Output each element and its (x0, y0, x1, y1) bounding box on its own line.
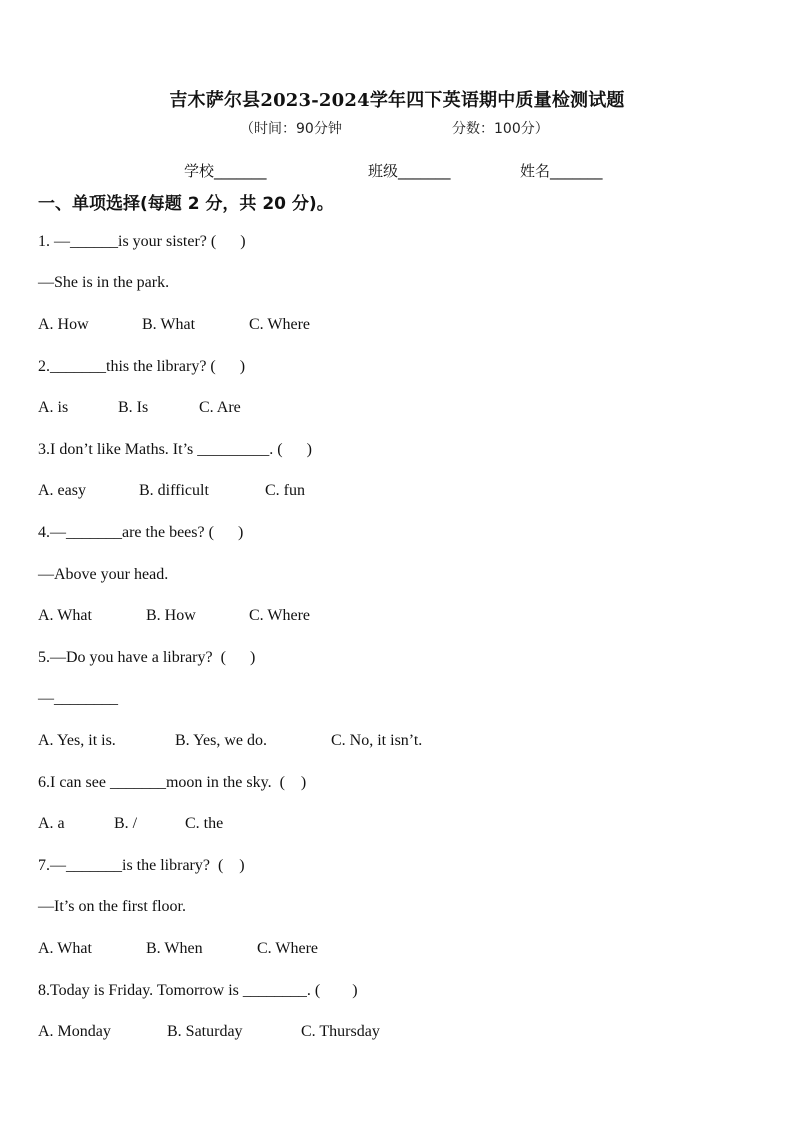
question-8-option-b: B. Saturday (167, 1023, 243, 1040)
name-field: 姓名_______ (520, 162, 603, 180)
question-8-option-a: A. Monday (38, 1023, 111, 1040)
exam-time: （时间：90分钟 (240, 121, 342, 137)
question-2-stem: 2._______this the library? ( ) (38, 358, 246, 375)
school-field: 学校_______ (184, 162, 267, 180)
question-4-answer: —Above your head. (38, 566, 169, 583)
question-3-option-a: A. easy (38, 482, 86, 499)
question-5-option-a: A. Yes, it is. (38, 732, 116, 749)
question-5-stem: 5.—Do you have a library? ( ) (38, 649, 256, 666)
question-8-option-c: C. Thursday (301, 1023, 380, 1040)
question-3-option-c: C. fun (265, 482, 305, 499)
question-5-option-c: C. No, it isn’t. (331, 732, 423, 749)
question-6-option-b: B. / (114, 815, 138, 832)
question-1-option-a: A. How (38, 316, 89, 333)
question-2-option-b: B. Is (118, 399, 149, 416)
question-8-stem: 8.Today is Friday. Tomorrow is ________. ( ) (38, 982, 358, 999)
question-4-option-b: B. How (146, 607, 196, 624)
question-7-option-c: C. Where (257, 940, 319, 957)
question-7-stem: 7.—_______is the library? ( ) (38, 857, 245, 874)
question-7-option-a: A. What (38, 940, 92, 957)
question-1-stem: 1. —______is your sister? ( ) (38, 233, 246, 250)
question-4-option-c: C. Where (249, 607, 311, 624)
question-1-option-b: B. What (142, 316, 196, 333)
question-6-option-c: C. the (185, 815, 224, 832)
question-6-option-a: A. a (38, 815, 65, 832)
class-field: 班级_______ (368, 162, 451, 180)
question-3-option-b: B. difficult (139, 482, 209, 499)
question-6-stem: 6.I can see _______moon in the sky. ( ) (38, 774, 307, 791)
question-7-option-b: B. When (146, 940, 203, 957)
question-4-option-a: A. What (38, 607, 92, 624)
question-2-option-c: C. Are (199, 399, 241, 416)
question-7-answer: —It’s on the first floor. (38, 898, 186, 915)
question-3-stem: 3.I don’t like Maths. It’s _________. ( ) (38, 441, 312, 458)
question-1-answer: —She is in the park. (38, 274, 170, 291)
question-5-answer: —________ (38, 690, 118, 707)
question-5-option-b: B. Yes, we do. (175, 732, 268, 749)
question-2-option-a: A. is (38, 399, 69, 416)
question-4-stem: 4.—_______are the bees? ( ) (38, 524, 244, 541)
exam-score: 分数：100分） (452, 121, 549, 137)
section-title: 一、单项选择(每题 2 分，共 20 分)。 (38, 194, 334, 214)
question-1-option-c: C. Where (249, 316, 311, 333)
page-title: 吉木萨尔县2023-2024学年四下英语期中质量检测试题 (169, 90, 625, 111)
